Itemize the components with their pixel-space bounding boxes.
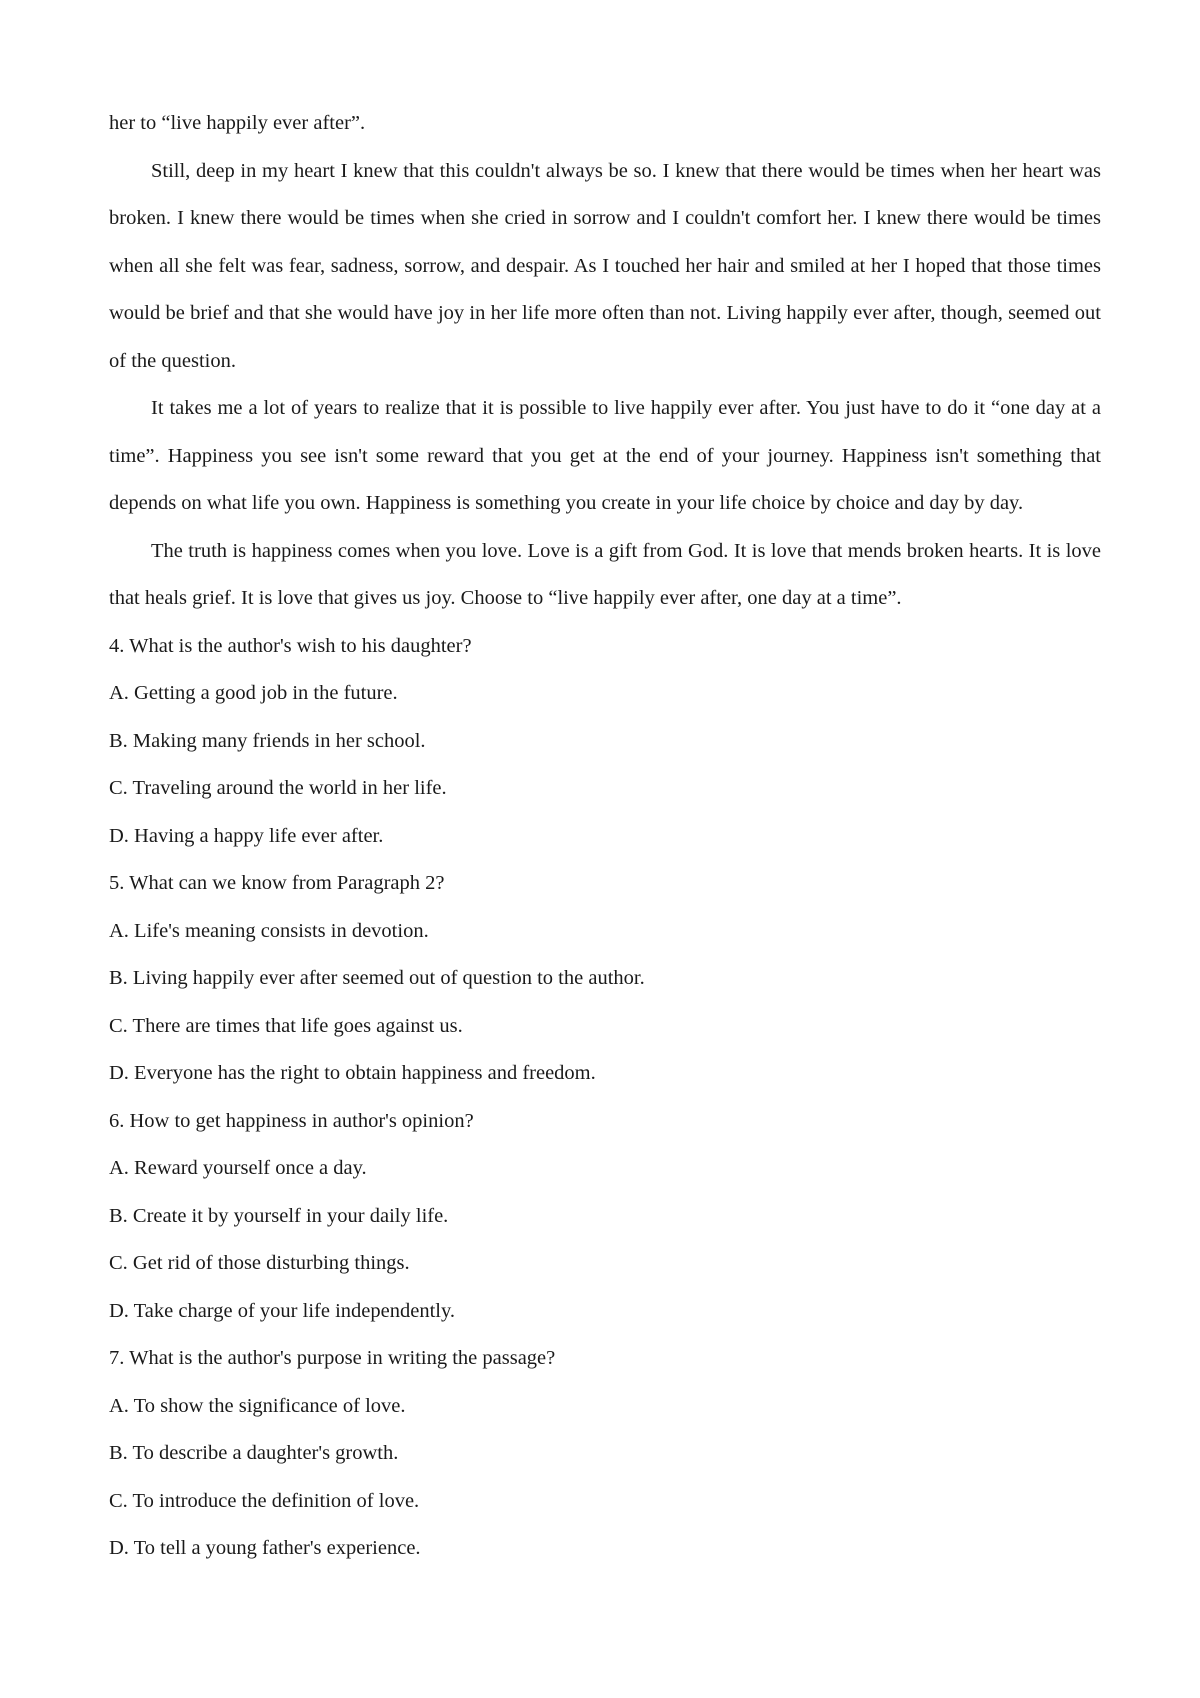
passage-paragraph: Still, deep in my heart I knew that this couldn't always be so. I knew that there would be times when her heart was broken. I knew there would be times when she cried in sorrow and I couldn't comfort her. I knew there would be times when all she felt was fear, sadness, sorrow, and despair. As I touched her hair and smiled at her I hoped that those times would be brief and that she would have joy in her life more often than not. Living happily ever after, though, seemed out of the question. <box>109 159 1101 372</box>
question-text: 5. What can we know from Paragraph 2? <box>109 872 445 894</box>
answer-option: B. Making many friends in her school. <box>109 729 426 752</box>
answer-option: C. Traveling around the world in her life. <box>109 777 447 799</box>
answer-option: B. Create it by yourself in your daily life. <box>109 1204 449 1227</box>
answer-option: A. Reward yourself once a day. <box>109 1157 367 1179</box>
answer-option: C. Get rid of those disturbing things. <box>109 1252 410 1274</box>
passage-paragraph: The truth is happiness comes when you love. Love is a gift from God. It is love that mends broken hearts. It is love that heals grief. It is love that gives us joy. Choose to “live happily ever after, one day at a time”. <box>109 539 1101 609</box>
answer-option: C. To introduce the definition of love. <box>109 1489 420 1512</box>
answer-option: A. To show the significance of love. <box>109 1394 406 1417</box>
answer-option: D. To tell a young father's experience. <box>109 1537 421 1559</box>
question-block <box>109 623 1101 861</box>
question-text: 7. What is the author's purpose in writing the passage? <box>109 1347 556 1369</box>
passage-paragraph: It takes me a lot of years to realize that it is possible to live happily ever after. You just have to do it “one day at a time”. Happiness you see isn't some reward that you get at the end of your journey. Happiness isn't something that depends on what life you own. Happiness is something you create in your life choice by choice and day by day. <box>109 397 1101 514</box>
answer-option: D. Everyone has the right to obtain happiness and freedom. <box>109 1062 596 1084</box>
answer-option: B. To describe a daughter's growth. <box>109 1442 399 1464</box>
answer-option: B. Living happily ever after seemed out of question to the author. <box>109 967 645 989</box>
question-block <box>109 860 1101 1098</box>
question-block <box>109 1335 1101 1573</box>
answer-option: C. There are times that life goes against us. <box>109 1014 463 1037</box>
question-text: 4. What is the author's wish to his daughter? <box>109 634 472 657</box>
answer-option: D. Take charge of your life independently. <box>109 1299 455 1322</box>
page-content <box>109 100 1101 1573</box>
question-block <box>109 1098 1101 1336</box>
question-text: 6. How to get happiness in author's opinion? <box>109 1109 474 1132</box>
answer-option: D. Having a happy life ever after. <box>109 824 384 847</box>
answer-option: A. Getting a good job in the future. <box>109 682 398 704</box>
passage-continuation: her to “live happily ever after”. <box>109 112 366 134</box>
answer-option: A. Life's meaning consists in devotion. <box>109 919 429 942</box>
